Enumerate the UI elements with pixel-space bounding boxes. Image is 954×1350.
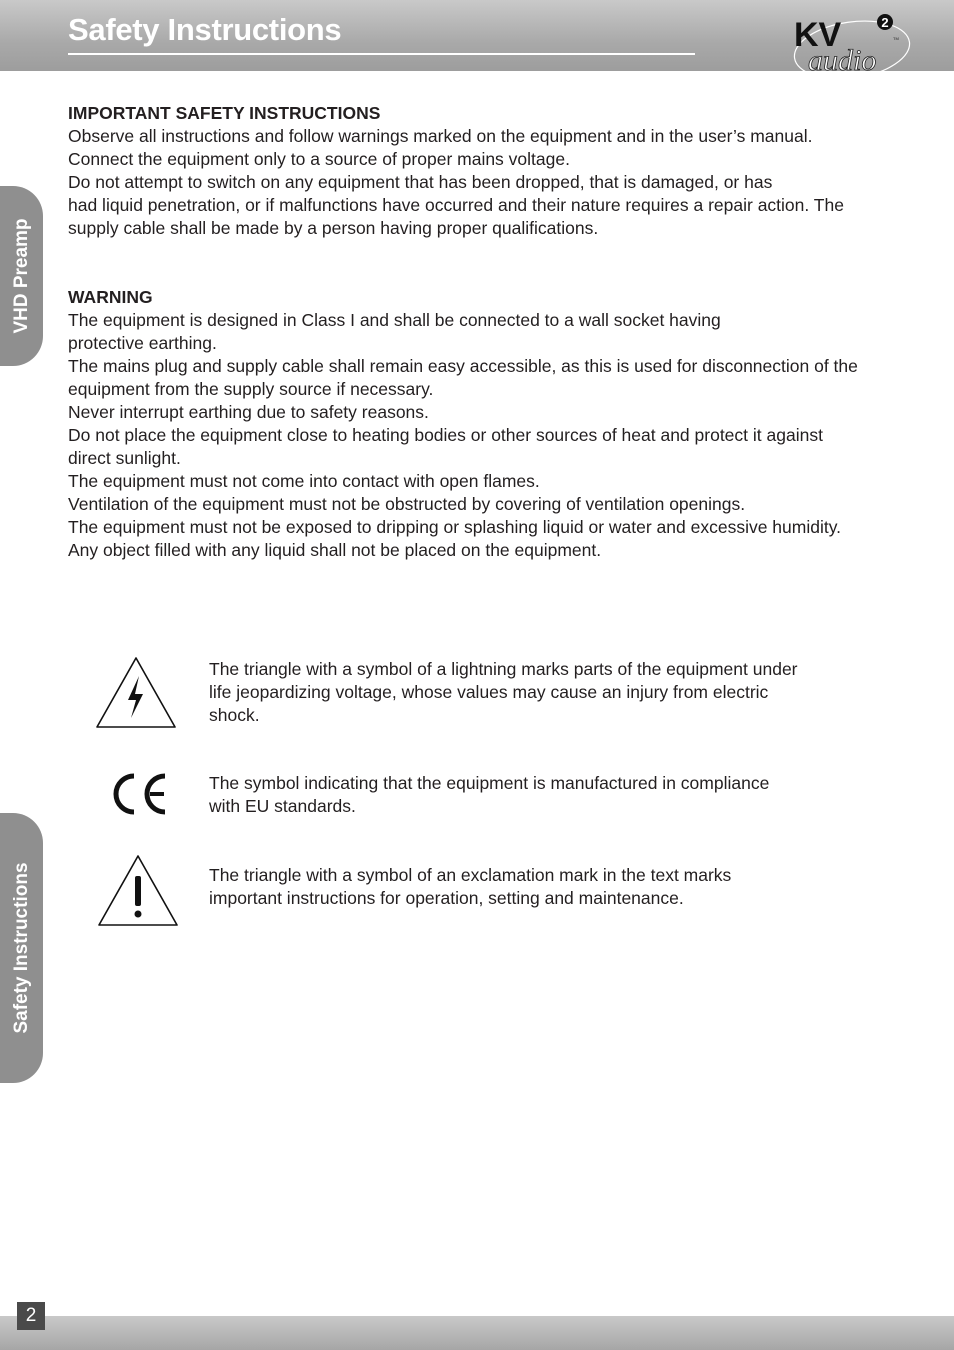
paragraph-line: Any object filled with any liquid shall not be placed on the equipment.	[68, 540, 602, 560]
symbol-description	[209, 658, 834, 727]
side-tab-vhd-preamp	[0, 186, 43, 366]
description-line: life jeopardizing voltage, whose values may cause an injury from electric	[209, 682, 769, 702]
section-heading: WARNING	[68, 287, 153, 307]
description-line: shock.	[209, 705, 260, 725]
side-tab-label: VHD Preamp	[10, 218, 32, 334]
description-line: The triangle with a symbol of a lightning marks parts of the equipment under	[209, 659, 798, 679]
lightning-triangle-icon	[95, 656, 177, 730]
paragraph-line: supply cable shall be made by a person having proper qualifications.	[68, 218, 599, 238]
paragraph-line: Do not place the equipment close to heating bodies or other sources of heat and protect it against	[68, 425, 823, 445]
paragraph-line: Do not attempt to switch on any equipment that has been dropped, that is damaged, or has	[68, 172, 773, 192]
side-tab-label: Safety Instructions	[10, 862, 32, 1034]
paragraph-line: protective earthing.	[68, 333, 217, 353]
description-line: important instructions for operation, setting and maintenance.	[209, 888, 684, 908]
symbol-description	[209, 772, 834, 818]
instructions-body	[68, 102, 888, 562]
logo-tm: TM	[893, 36, 899, 41]
paragraph-line: Ventilation of the equipment must not be obstructed by covering of ventilation openings.	[68, 494, 746, 514]
logo-audio: audio	[808, 44, 877, 77]
description-line: The triangle with a symbol of an exclamation mark in the text marks	[209, 865, 732, 885]
paragraph-line: equipment from the supply source if necessary.	[68, 379, 434, 399]
description-line: The symbol indicating that the equipment is manufactured in compliance	[209, 773, 770, 793]
title-underline	[68, 53, 695, 55]
logo-kv: KV	[794, 16, 842, 54]
section-spacer	[68, 240, 888, 286]
section-heading: IMPORTANT SAFETY INSTRUCTIONS	[68, 103, 381, 123]
paragraph-line: direct sunlight.	[68, 448, 181, 468]
symbol-description	[209, 864, 834, 910]
logo-badge: 2	[881, 15, 889, 30]
ce-mark-icon	[110, 772, 170, 816]
paragraph-line: had liquid penetration, or if malfunctions have occurred and their nature requires a repair action. The	[68, 195, 844, 215]
paragraph-line: Never interrupt earthing due to safety reasons.	[68, 402, 429, 422]
kv2-audio-logo	[790, 10, 915, 82]
paragraph-line: Connect the equipment only to a source of proper mains voltage.	[68, 149, 570, 169]
paragraph-line: Observe all instructions and follow warnings marked on the equipment and in the user’s manual.	[68, 126, 813, 146]
page-footer	[0, 1316, 954, 1350]
paragraph-line: The mains plug and supply cable shall remain easy accessible, as this is used for disconnection of the	[68, 356, 858, 376]
page-number: 2	[17, 1302, 45, 1330]
page-header	[0, 0, 954, 77]
page-title: Safety Instructions	[68, 12, 342, 47]
description-line: with EU standards.	[209, 796, 356, 816]
paragraph-line: The equipment is designed in Class I and shall be connected to a wall socket having	[68, 310, 721, 330]
paragraph-line: The equipment must not come into contact with open flames.	[68, 471, 540, 491]
paragraph-line: The equipment must not be exposed to dripping or splashing liquid or water and excessive humidity.	[68, 517, 842, 537]
exclamation-triangle-icon	[97, 854, 179, 928]
side-tab-safety-instructions	[0, 813, 43, 1083]
